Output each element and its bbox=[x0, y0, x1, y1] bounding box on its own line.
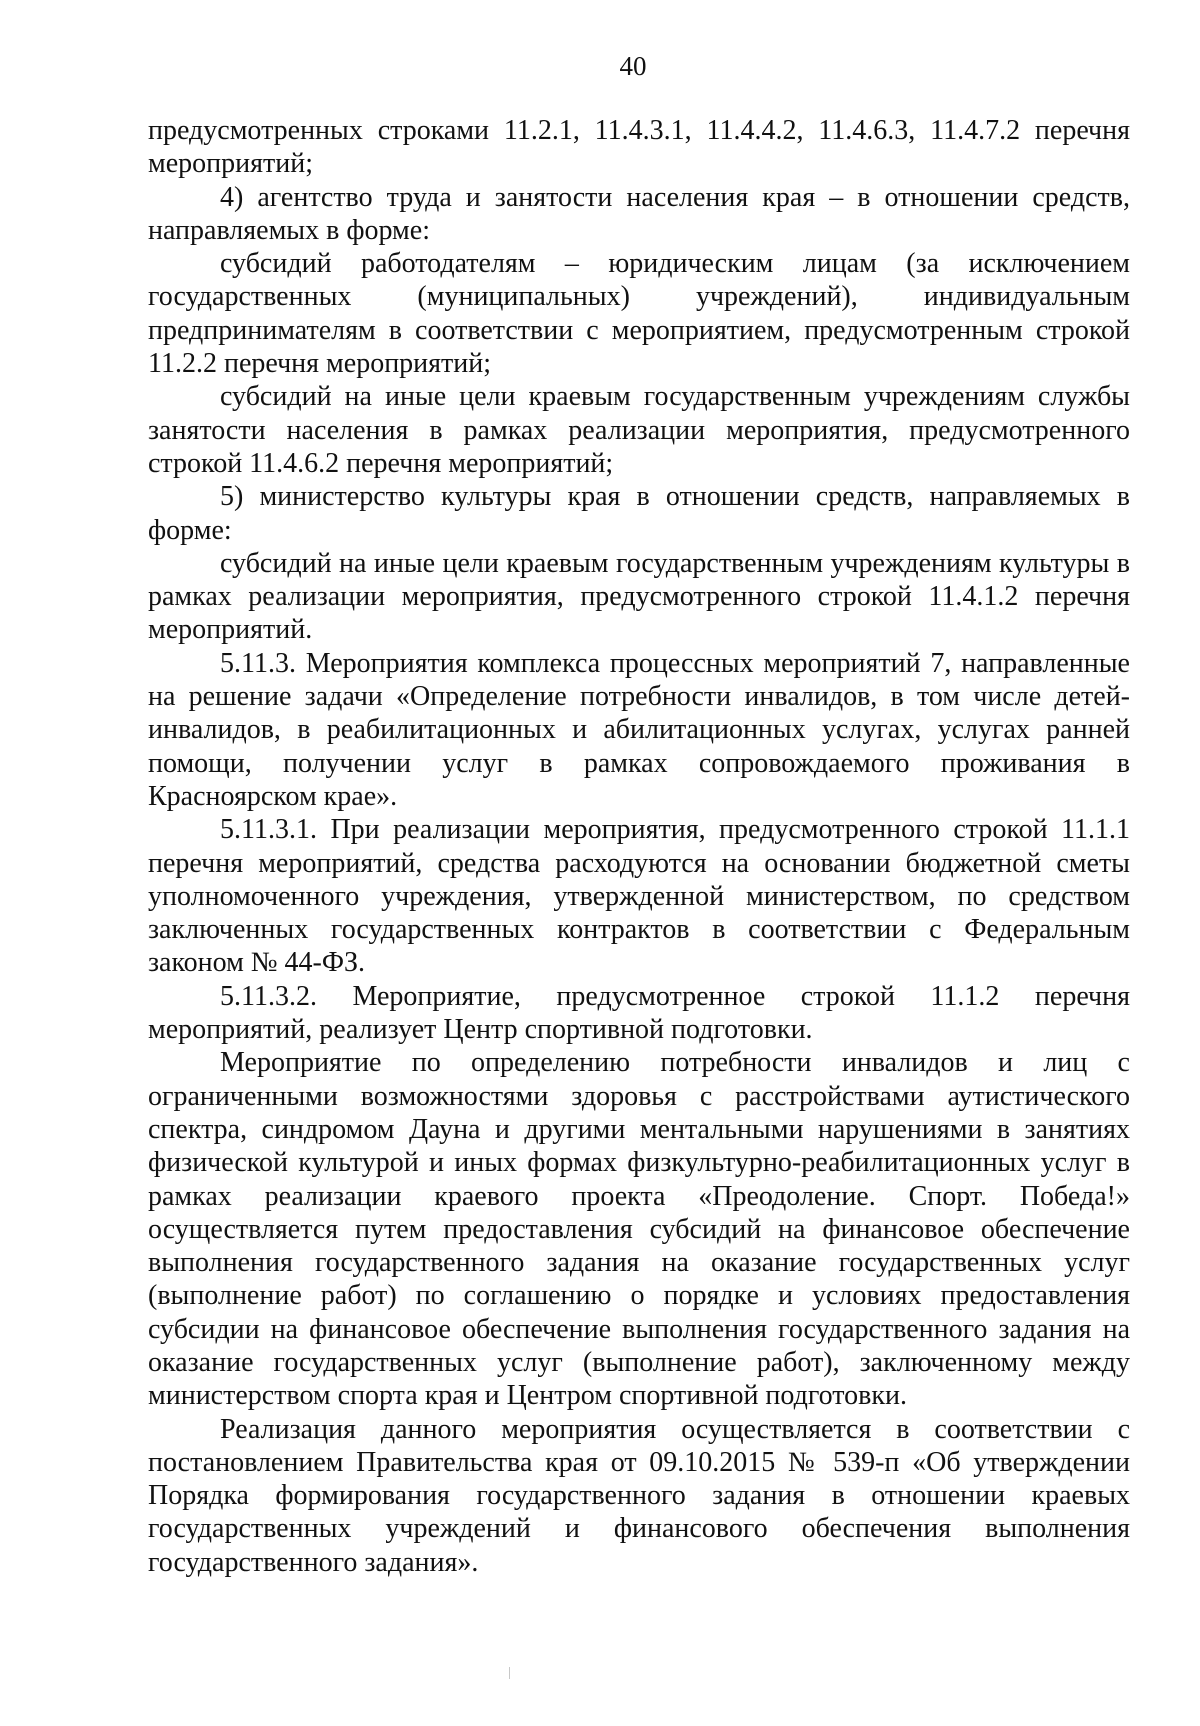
scan-mark bbox=[509, 1667, 510, 1679]
paragraph-needs-assessment: Мероприятие по определению потребности инвалидов и лиц с ограниченными возможностями здоровья с расстройствами аутистического спектра, синдромом Дауна и другими ментальными нарушениями в занятиях физической культурой и иных формах физкультурно-реабилитационных услуг в рамках реализации краевого проекта «Преодоление. Спорт. Победа!» осуществляется путем предоставления субсидий на финансовое обеспечение выполнения государственного задания на оказание государственных услуг (выполнение работ) по соглашению о порядке и условиях предоставления субсидии на финансовое обеспечение выполнения государственного задания на оказание государственных услуг (выполнение работ), заключенному между министерством спорта края и Центром спортивной подготовки. bbox=[148, 1047, 1130, 1412]
paragraph-section-5-11-3-1: 5.11.3.1. При реализации мероприятия, предусмотренного строкой 11.1.1 перечня мероприятий, средства расходуются на основании бюджетной сметы уполномоченного учреждения, утвержденной министерством, по средством заключенных государственных контрактов в соответствии с Федеральным законом № 44-ФЗ. bbox=[148, 814, 1130, 979]
paragraph-section-5-11-3-2: 5.11.3.2. Мероприятие, предусмотренное строкой 11.1.2 перечня мероприятий, реализует Центр спортивной подготовки. bbox=[148, 980, 1130, 1046]
paragraph-section-5-11-3: 5.11.3. Мероприятия комплекса процессных мероприятий 7, направленные на решение задачи «Определение потребности инвалидов, в том числе детей-инвалидов, в реабилитационных и абилитационных услугах, услугах ранней помощи, получении услуг в рамках сопровождаемого проживания в Красноярском крае». bbox=[148, 647, 1130, 812]
paragraph-implementation: Реализация данного мероприятия осуществляется в соответствии с постановлением Правительства края от 09.10.2015 № 539-п «Об утверждении Порядка формирования государственного задания в отношении краевых государственных учреждений и финансового обеспечения выполнения государственного задания». bbox=[148, 1413, 1130, 1578]
paragraph-item-4: 4) агентство труда и занятости населения края – в отношении средств, направляемых в форме: bbox=[148, 181, 1130, 246]
paragraph-subsidy-employment-service: субсидий на иные цели краевым государственным учреждениям службы занятости населения в рамках реализации мероприятия, предусмотренного строкой 11.4.6.2 перечня мероприятий; bbox=[148, 381, 1130, 479]
document-body bbox=[148, 114, 1130, 1579]
paragraph-subsidy-employers: субсидий работодателям – юридическим лицам (за исключением государственных (муниципальных) учреждений), индивидуальным предпринимателям в соответствии с мероприятием, предусмотренным строкой 11.2.2 перечня мероприятий; bbox=[148, 248, 1130, 380]
paragraph-continuation: предусмотренных строками 11.2.1, 11.4.3.1, 11.4.4.2, 11.4.6.3, 11.4.7.2 перечня мероприятий; bbox=[148, 115, 1130, 180]
paragraph-subsidy-culture: субсидий на иные цели краевым государственным учреждениям культуры в рамках реализации мероприятия, предусмотренного строкой 11.4.1.2 перечня мероприятий. bbox=[148, 547, 1130, 646]
page-number: 40 bbox=[619, 51, 647, 81]
paragraph-item-5: 5) министерство культуры края в отношении средств, направляемых в форме: bbox=[148, 481, 1130, 546]
